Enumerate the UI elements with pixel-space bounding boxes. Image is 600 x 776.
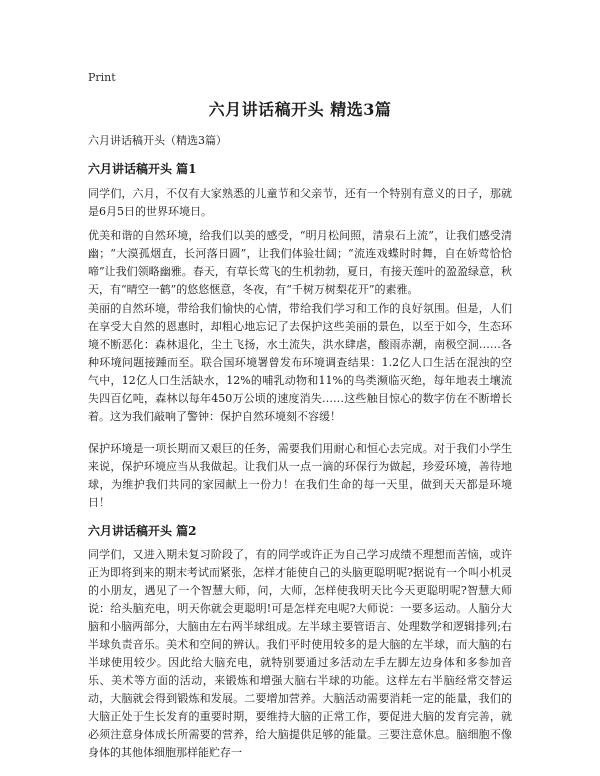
document-title: 六月讲话稿开头 精选3篇: [208, 100, 392, 119]
print-label: Print: [88, 71, 116, 84]
document-subtitle: 六月讲话稿开头（精选3篇）: [88, 134, 227, 147]
section-heading: 六月讲话稿开头 篇2: [88, 524, 197, 538]
paragraph: 保护环境是一项长期而又艰巨的任务，需要我们用耐心和恒心去完成。对于我们小学生来说，保护环境应当从我做起。让我们从一点一滴的环保行为做起，珍爱环境，善待地球，为维护我们共同的家园献上一份力！在我们生命的每一天里，做到天天都是环境日！: [88, 442, 512, 509]
section-heading: 六月讲话稿开头 篇1: [88, 162, 197, 176]
paragraph: 美丽的自然环境，带给我们愉快的心情，带给我们学习和工作的良好氛围。但是，人们在享受大自然的恩惠时，却粗心地忘记了去保护这些美丽的景色，以至于如今，生态环境不断恶化：森林退化，尘土飞扬，水土流失，洪水肆虐，酸雨赤潮，南极空洞……各种环境问题接踵而至。联合国环境署曾发布环境调查结果：1.2亿人口生活在混浊的空气中，12亿人口生活缺水，12%的哺乳动物和11%的鸟类濒临灭绝，每年地表土壤流失四百亿吨，森林以每年450万公顷的速度消失……这些触目惊心的数字仿在不断增长着。这为我们敲响了警钟：保护自然环境刻不容缓！: [88, 302, 512, 423]
paragraph: 同学们，六月，不仅有大家熟悉的儿童节和父亲节，还有一个特别有意义的日子，那就是6月5日的世界环境日。: [88, 187, 512, 218]
paragraph: 同学们，又进入期未复习阶段了，有的同学或许正为自己学习成绩不理想而苦恼，或许正为即将到来的期末考试而紧张，怎样才能使自己的头脑更聪明呢?据说有一个叫小机灵的小朋友，遇见了一个智慧大师，问，大师，怎样使我明天比今天更聪明呢?智慧大师说：给头脑充电，明天你就会更聪明!可是怎样充电呢?大师说：一要多运动。人脑分大脑和小脑两部分，大脑由左右两半球组成。左半球主要管语言、处理数学和逻辑排列;右半球负责音乐。美术和空间的辨认。我们平时使用较多的是大脑的左半球，而大脑的右半球使用较少。因此给大脑充电，就特别要通过多活动左手左脚左边身体和多参加音乐、美术等方面的活动，来锻炼和增强大脑右半球的功能。这样左右半脑经常交替运动，大脑就会得到锻炼和发展。二要增加营养。大脑活动需要消耗一定的能量，我们的大脑正处于生长发育的重要时期，要维持大脑的正常工作，要促进大脑的发育完善，就必须注意身体成长所需要的营养，给大脑提供足够的能量。三要注意休息。脑细胞不像身体的其他体细胞那样能贮存一: [88, 548, 512, 759]
paragraph: 优美和谐的自然环境，给我们以美的感受，“明月松间照，清泉石上流”，让我们感受清幽；“大漠孤烟直，长河落日圆”，让我们体验壮阔；“流连戏蝶时时舞，自在娇莺恰恰啼”让我们领略幽雅。春天，有草长莺飞的生机勃勃，夏日，有接天莲叶的盈盈绿意，秋天，有“晴空一鹤”的悠悠惬意，冬夜，有“千树万树梨花开”的素雅。: [88, 229, 512, 296]
